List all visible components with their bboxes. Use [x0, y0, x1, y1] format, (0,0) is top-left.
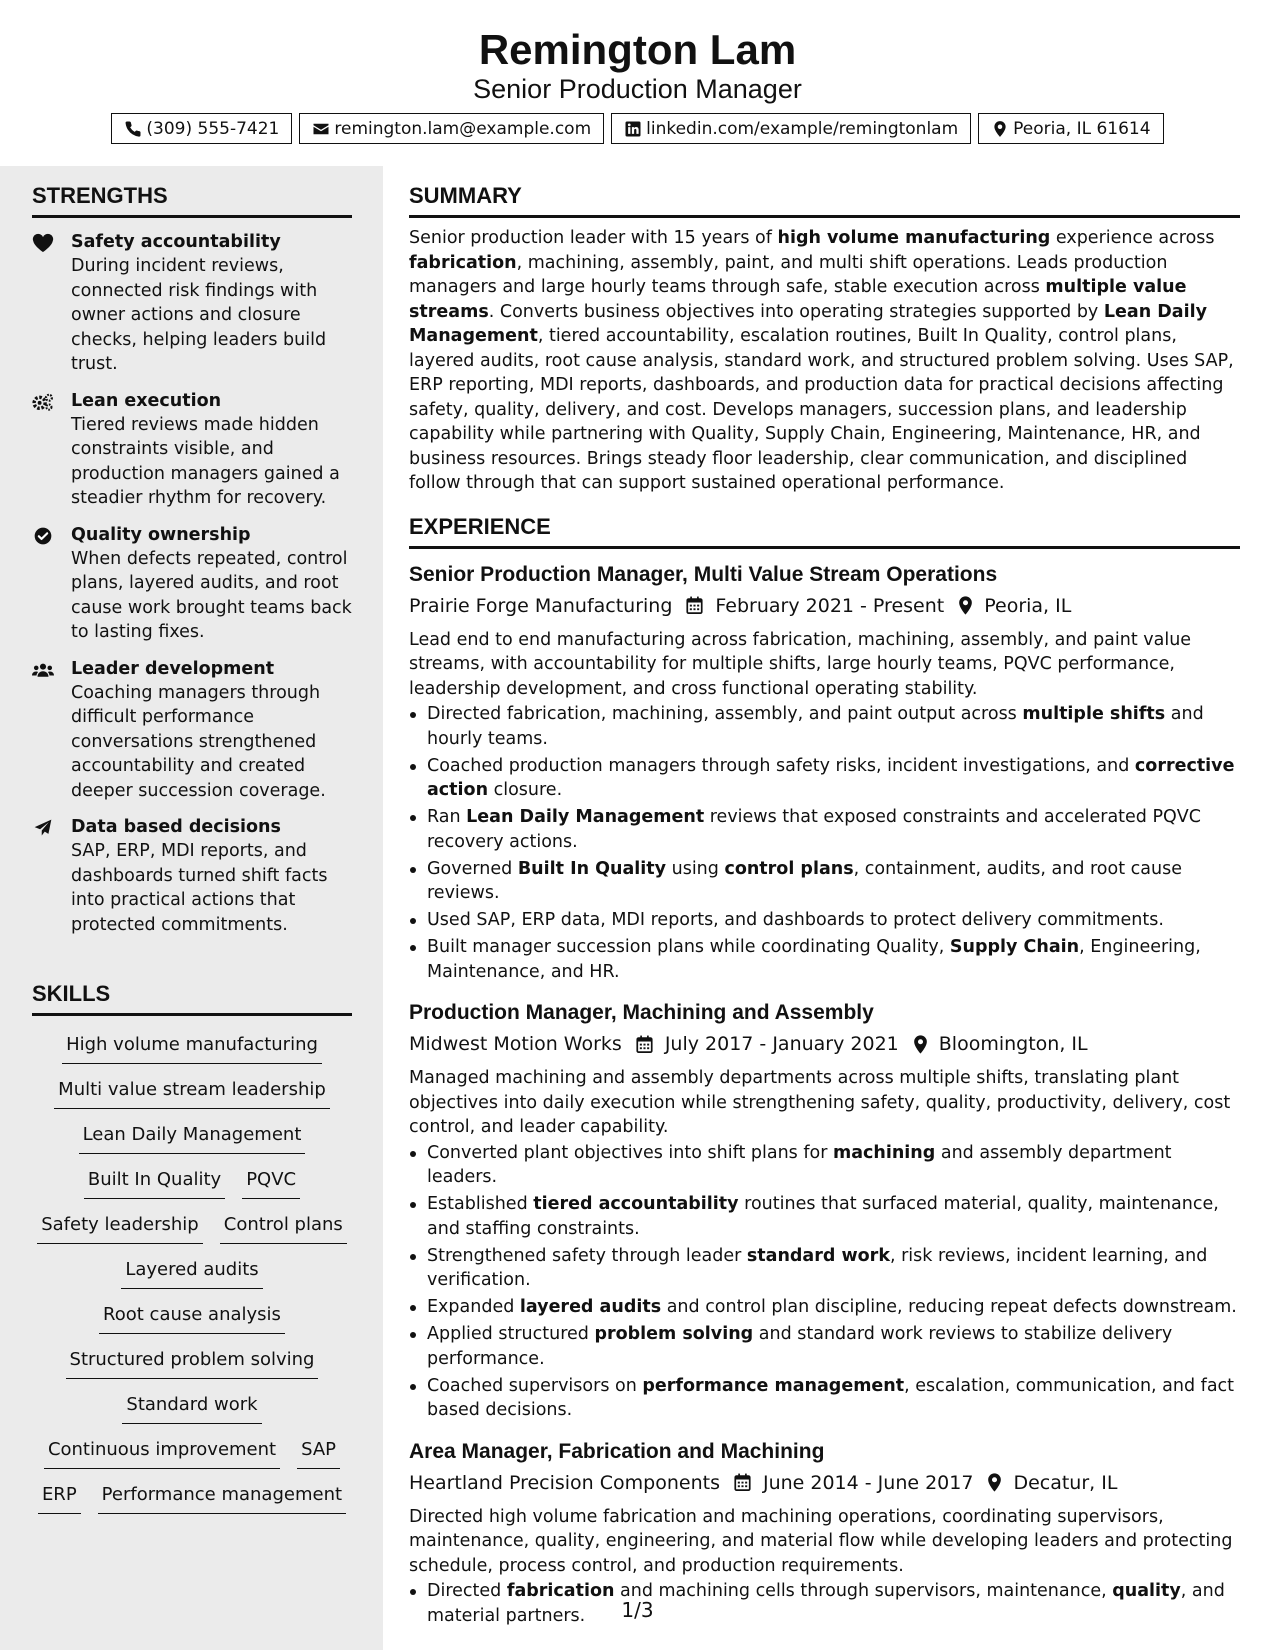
- job-bullet: Coached production managers through safety risks, incident investigations, and corrective action closure.: [409, 754, 1240, 803]
- skill-tag: Layered audits: [121, 1257, 262, 1289]
- skill-tag: Built In Quality: [84, 1167, 225, 1199]
- contact-phone[interactable]: [111, 113, 292, 144]
- page-number: 1/3: [621, 1598, 654, 1622]
- strength-desc: When defects repeated, control plans, layered audits, and root cause work brought teams back to lasting fixes.: [71, 548, 352, 642]
- job-title: Area Manager, Fabrication and Machining: [409, 1439, 825, 1463]
- strength-item: [32, 523, 352, 645]
- map-pin-icon: [986, 1473, 1003, 1492]
- job-bullet: Governed Built In Quality using control plans, containment, audits, and root cause reviews.: [409, 857, 1240, 906]
- job-location: Peoria, IL: [984, 594, 1072, 617]
- contact-linkedin[interactable]: [611, 113, 971, 144]
- strength-title: Quality ownership: [71, 524, 251, 545]
- job-bullet: Converted plant objectives into shift plans for machining and assembly department leaders.: [409, 1141, 1240, 1190]
- job-meta: [409, 1030, 1240, 1058]
- skill-tag: Continuous improvement: [44, 1437, 280, 1469]
- job-bullet: Built manager succession plans while coordinating Quality, Supply Chain, Engineering, Maintenance, and HR.: [409, 935, 1240, 984]
- job-dates: July 2017 - January 2021: [664, 1033, 899, 1055]
- skill-row: [32, 1392, 352, 1437]
- job-company: Prairie Forge Manufacturing: [409, 594, 673, 617]
- phone-icon: [124, 120, 142, 138]
- contact-location[interactable]: [978, 113, 1163, 144]
- skill-row: [32, 1122, 352, 1167]
- calendar-icon: [686, 596, 703, 615]
- calendar-icon: [636, 1035, 653, 1054]
- strength-item: [32, 230, 352, 377]
- job-description: Managed machining and assembly departments across multiple shifts, translating plant objectives into daily execution while strengthening safety, quality, productivity, delivery, cost control, and leader capability.: [409, 1068, 1231, 1137]
- strength-desc: SAP, ERP, MDI reports, and dashboards turned shift facts into practical actions that protected commitments.: [71, 841, 328, 935]
- skill-tag: Safety leadership: [37, 1212, 203, 1244]
- job-title: Production Manager, Machining and Assembly: [409, 1001, 874, 1024]
- skills-heading: SKILLS: [32, 980, 352, 1016]
- strength-desc: Tiered reviews made hidden constraints visible, and production managers gained a steadier rhythm for recovery.: [71, 414, 340, 508]
- skill-row: [32, 1077, 352, 1122]
- map-pin-icon: [957, 596, 974, 615]
- skills-section: [32, 980, 352, 1527]
- job-meta: [409, 592, 1240, 620]
- paper-plane-icon: [32, 818, 54, 838]
- linkedin-icon: [624, 120, 642, 138]
- job-dates: June 2014 - June 2017: [762, 1471, 974, 1494]
- experience-section: [409, 513, 1240, 1629]
- summary-heading: SUMMARY: [409, 182, 1240, 218]
- job-title: Senior Production Manager, Multi Value Stream Operations: [409, 562, 998, 586]
- users-icon: [32, 660, 54, 680]
- job-bullet: Established tiered accountability routines that surfaced material, quality, maintenance, and staffing constraints.: [409, 1192, 1240, 1241]
- skill-tag: Performance management: [98, 1482, 346, 1514]
- job-location: Bloomington, IL: [938, 1033, 1088, 1055]
- heart-icon: [32, 233, 54, 253]
- job-company: Heartland Precision Components: [409, 1471, 720, 1494]
- skill-tag: Lean Daily Management: [79, 1122, 306, 1154]
- summary-section: [409, 182, 1240, 496]
- skill-row: [32, 1302, 352, 1347]
- strength-item: [32, 389, 352, 511]
- skill-row: [32, 1167, 352, 1212]
- map-pin-icon: [912, 1035, 929, 1054]
- job-bullet: Strengthened safety through leader standard work, risk reviews, incident learning, and verification.: [409, 1244, 1240, 1293]
- job-bullet: Applied structured problem solving and standard work reviews to stabilize delivery performance.: [409, 1322, 1240, 1371]
- job-bullets: [409, 702, 1240, 984]
- strength-title: Safety accountability: [71, 232, 281, 252]
- skill-tag: SAP: [297, 1437, 340, 1469]
- skills-list: [32, 1032, 352, 1527]
- contact-location-text: Peoria, IL 61614: [1013, 118, 1151, 139]
- map-pin-icon: [991, 120, 1009, 138]
- skill-row: [32, 1347, 352, 1392]
- job-company: Midwest Motion Works: [409, 1033, 622, 1055]
- contact-phone-text: (309) 555-7421: [146, 118, 280, 139]
- job-bullet: Used SAP, ERP data, MDI reports, and dashboards to protect delivery commitments.: [409, 908, 1240, 933]
- skill-tag: Structured problem solving: [66, 1347, 319, 1379]
- strength-title: Leader development: [71, 658, 275, 679]
- job-bullet: Ran Lean Daily Management reviews that exposed constraints and accelerated PQVC recovery actions.: [409, 805, 1240, 854]
- candidate-name: Remington Lam: [478, 26, 797, 73]
- contact-bar: [0, 113, 1275, 144]
- skill-row: [32, 1482, 352, 1527]
- check-circle-icon: [32, 526, 54, 546]
- job-dates: February 2021 - Present: [715, 594, 945, 617]
- strength-item: [32, 657, 352, 804]
- job-bullets: [409, 1141, 1240, 1423]
- job-bullet: Expanded layered audits and control plan discipline, reducing repeat defects downstream.: [409, 1295, 1240, 1320]
- candidate-title: Senior Production Manager: [473, 74, 802, 104]
- sidebar: [0, 166, 383, 1650]
- job-bullet: Coached supervisors on performance management, escalation, communication, and fact based decisions.: [409, 1374, 1240, 1423]
- job-bullet: Directed fabrication, machining, assembly, and paint output across multiple shifts and hourly teams.: [409, 702, 1240, 751]
- summary-text: Senior production leader with 15 years of high volume manufacturing experience across fabrication, machining, assembly, paint, and multi shift operations. Leads production managers and large hourly teams through safe, stable execution across multiple value streams. Converts business objectives into operating strategies supported by Lean Daily Management, tiered accountability, escalation routines, Built In Quality, control plans, layered audits, root cause analysis, standard work, and structured problem solving. Uses SAP, ERP reporting, MDI reports, dashboards, and production data for practical decisions affecting safety, quality, delivery, and cost. Develops managers, succession plans, and leadership capability while partnering with Quality, Supply Chain, Engineering, Maintenance, HR, and business resources. Brings steady floor leadership, clear communication, and disciplined follow through that can support sustained operational performance.: [409, 228, 1234, 493]
- job-list: [409, 561, 1240, 1629]
- calendar-icon: [734, 1473, 751, 1492]
- job-meta: [409, 1469, 1240, 1497]
- job-entry: [409, 561, 1240, 985]
- job-bullet: Directed fabrication and machining cells through supervisors, maintenance, quality, and material partners.: [409, 1579, 1240, 1628]
- skill-tag: High volume manufacturing: [62, 1032, 322, 1064]
- skill-row: [32, 1212, 352, 1257]
- job-description: Directed high volume fabrication and machining operations, coordinating supervisors, maintenance, quality, engineering, and material flow while developing leaders and protecting schedule, process control, and production requirements.: [409, 1506, 1233, 1576]
- experience-heading: EXPERIENCE: [409, 513, 1240, 549]
- strength-item: [32, 815, 352, 937]
- gears-icon: [32, 392, 54, 412]
- contact-linkedin-text: linkedin.com/example/remingtonlam: [646, 118, 959, 139]
- skill-tag: Standard work: [122, 1392, 261, 1424]
- skill-row: [32, 1437, 352, 1482]
- strengths-heading: STRENGTHS: [32, 182, 352, 218]
- skill-row: [32, 1257, 352, 1302]
- skill-tag: PQVC: [242, 1167, 300, 1199]
- job-location: Decatur, IL: [1013, 1471, 1118, 1494]
- job-description: Lead end to end manufacturing across fabrication, machining, assembly, and paint value streams, with accountability for multiple shifts, large hourly teams, PQVC performance, leadership development, and cross functional operating stability.: [409, 629, 1192, 699]
- skill-tag: Multi value stream leadership: [54, 1077, 330, 1109]
- skill-tag: ERP: [38, 1482, 81, 1514]
- strength-title: Data based decisions: [71, 817, 281, 837]
- contact-email[interactable]: [299, 113, 604, 144]
- strength-desc: During incident reviews, connected risk findings with owner actions and closure checks, helping leaders build trust.: [71, 256, 327, 374]
- skill-row: [32, 1032, 352, 1077]
- strengths-section: [32, 182, 352, 937]
- strength-title: Lean execution: [71, 390, 222, 411]
- main-content: [409, 166, 1240, 1631]
- job-entry: [409, 999, 1240, 1423]
- contact-email-text: remington.lam@example.com: [334, 118, 592, 139]
- skill-tag: Control plans: [220, 1212, 347, 1244]
- strength-desc: Coaching managers through difficult performance conversations strengthened accountability and created deeper succession coverage.: [71, 682, 326, 801]
- skill-tag: Root cause analysis: [99, 1302, 285, 1334]
- envelope-icon: [312, 120, 330, 138]
